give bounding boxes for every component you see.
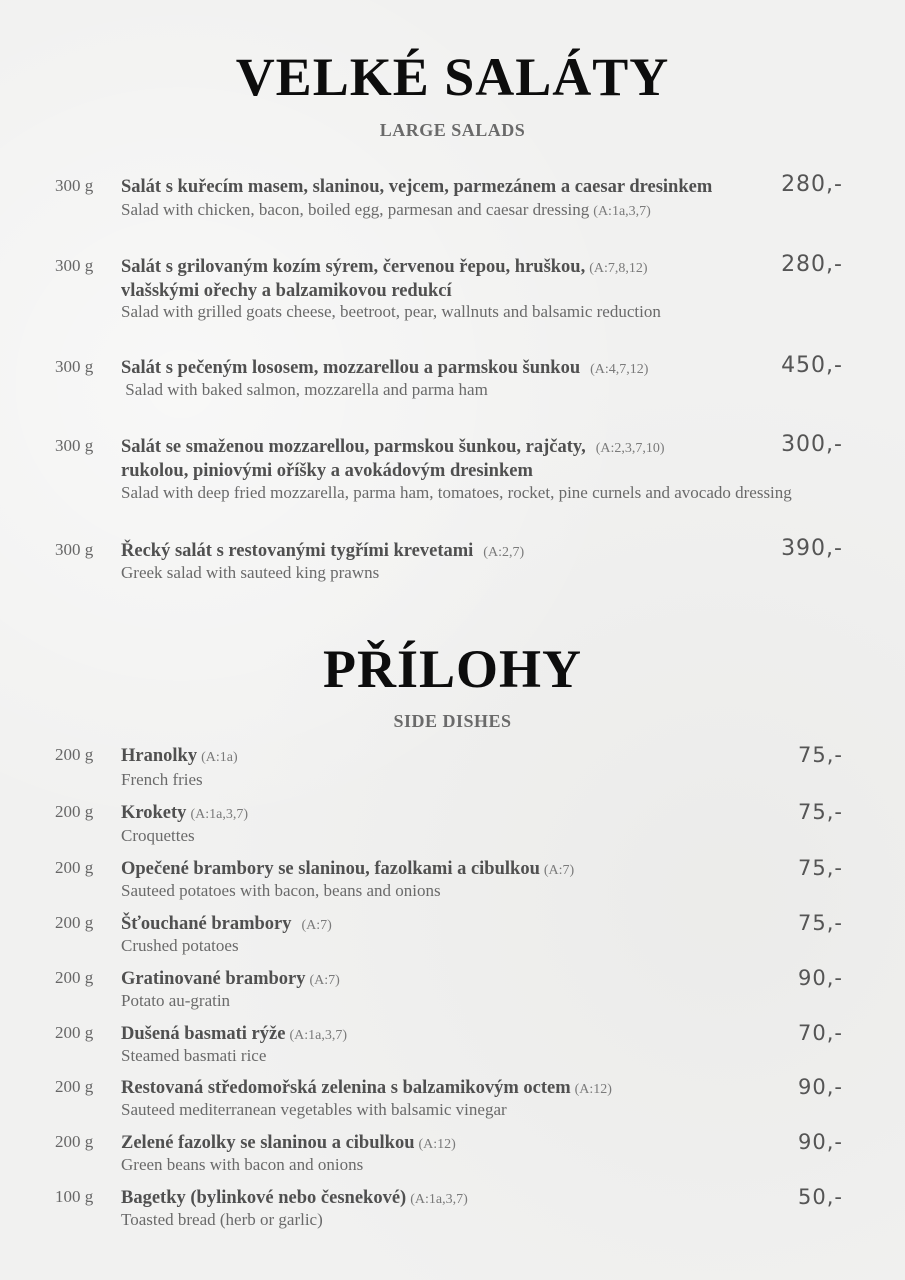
item-allergens: (A:2,3,7,10) [595,441,665,456]
item-price: 280,- [781,252,843,277]
item-description: Salad with baked salmon, mozzarella and parma ham [121,380,488,399]
item-weight: 200 g [55,858,94,877]
item-weight: 200 g [55,913,94,932]
item-allergens: (A:1a,3,7) [190,807,248,822]
item-description [121,199,651,223]
item-allergens: (A:1a,3,7) [410,1192,468,1207]
item-description-text: Salad with chicken, bacon, boiled egg, parmesan and caesar dressing [121,200,590,219]
item-price: 450,- [781,353,843,378]
item-description: Sauteed potatoes with bacon, beans and onions [121,881,441,900]
item-price: 75,- [798,800,843,824]
item-weight: 300 g [55,540,94,559]
item-description: Salad with grilled goats cheese, beetroot, pear, wallnuts and balsamic reduction [121,302,661,321]
item-description: Salad with deep fried mozzarella, parma ham, tomatoes, rocket, pine curnels and avocado dressing [121,483,792,502]
item-description: Green beans with bacon and onions [121,1155,364,1174]
item-description: Croquettes [121,826,195,845]
item-description: Crushed potatoes [121,936,239,955]
item-name-text: Zelené fazolky se slaninou a cibulkou [121,1133,415,1153]
item-weight: 300 g [55,436,94,455]
item-description: Greek salad with sauteed king prawns [121,563,380,582]
item-allergens: (A:1a,3,7) [593,204,651,219]
item-weight: 200 g [55,1077,94,1096]
item-allergens: (A:12) [574,1082,612,1097]
item-name-text: Bagetky (bylinkové nebo česnekové) [121,1188,407,1208]
item-weight: 300 g [55,357,94,376]
item-allergens: (A:4,7,12) [590,362,649,377]
item-allergens: (A:7) [543,863,575,878]
item-allergens: (A:7) [309,973,340,988]
item-price: 280,- [781,172,843,197]
item-price: 90,- [798,966,843,990]
item-allergens: (A:7) [301,918,332,933]
item-name [121,256,648,303]
section-subtitle-large-salads: LARGE SALADS [379,120,526,140]
item-price: 75,- [798,743,843,767]
item-name-text: Salát s pečeným lososem, mozzarellou a parmskou šunkou [121,358,581,378]
item-name-text: Dušená basmati rýže [121,1024,286,1044]
item-price: 90,- [798,1075,843,1099]
section-subtitle-side-dishes: SIDE DISHES [393,711,512,731]
item-name [121,1023,347,1047]
item-name [121,745,238,769]
item-name [121,913,332,937]
item-name-text: Salát s kuřecím masem, slaninou, vejcem, parmezánem a caesar dresinkem [121,177,713,197]
item-price: 75,- [798,856,843,880]
item-allergens: (A:2,7) [483,545,525,560]
item-allergens: (A:1a) [201,750,238,765]
item-name-text: Řecký salát s restovanými tygřími krevetami [121,541,474,561]
item-price: 70,- [798,1021,843,1045]
item-name-text: Hranolky [121,746,198,766]
item-name-line2: rukolou, piniovými oříšky a avokádovým dresinkem [121,461,533,481]
item-name-text: Restovaná středomořská zelenina s balzamikovým octem [121,1078,571,1098]
item-allergens: (A:7,8,12) [589,261,648,276]
item-name [121,1187,468,1211]
item-name-text: Opečené brambory se slaninou, fazolkami a cibulkou [121,859,540,879]
item-name-text: Šťouchané brambory [121,914,292,934]
item-description: Sauteed mediterranean vegetables with balsamic vinegar [121,1100,507,1119]
item-name [121,802,248,826]
item-price: 50,- [798,1185,843,1209]
item-weight: 200 g [55,968,94,987]
item-price: 90,- [798,1130,843,1154]
item-weight: 300 g [55,176,94,195]
item-description: French fries [121,770,203,789]
item-name [121,1077,612,1101]
item-name [121,858,574,882]
item-name-text: Salát s grilovaným kozím sýrem, červenou řepou, hruškou, [121,257,586,277]
item-name-text: Krokety [121,803,187,823]
item-weight: 300 g [55,256,94,275]
item-name-text: Salát se smaženou mozzarellou, parmskou šunkou, rajčaty, [121,437,586,457]
item-weight: 200 g [55,1132,94,1151]
item-name-text: Gratinované brambory [121,969,306,989]
section-title-side-dishes: PŘÍLOHY [322,639,583,699]
item-name [121,176,712,199]
item-name [121,968,340,992]
section-title-large-salads: VELKÉ SALÁTY [235,47,670,107]
item-allergens: (A:1a,3,7) [289,1028,347,1043]
item-weight: 100 g [55,1187,94,1206]
item-price: 300,- [781,432,843,457]
item-allergens: (A:12) [418,1137,456,1152]
item-description: Potato au-gratin [121,991,231,1010]
item-weight: 200 g [55,1023,94,1042]
item-name [121,540,524,564]
item-name [121,357,648,381]
item-price: 75,- [798,911,843,935]
item-description: Steamed basmati rice [121,1046,267,1065]
item-weight: 200 g [55,802,94,821]
item-name [121,436,665,483]
item-name [121,1132,456,1156]
item-price: 390,- [781,536,843,561]
item-name-line2: vlašskými ořechy a balzamikovou redukcí [121,281,452,301]
item-description: Toasted bread (herb or garlic) [121,1210,323,1229]
item-weight: 200 g [55,745,94,764]
